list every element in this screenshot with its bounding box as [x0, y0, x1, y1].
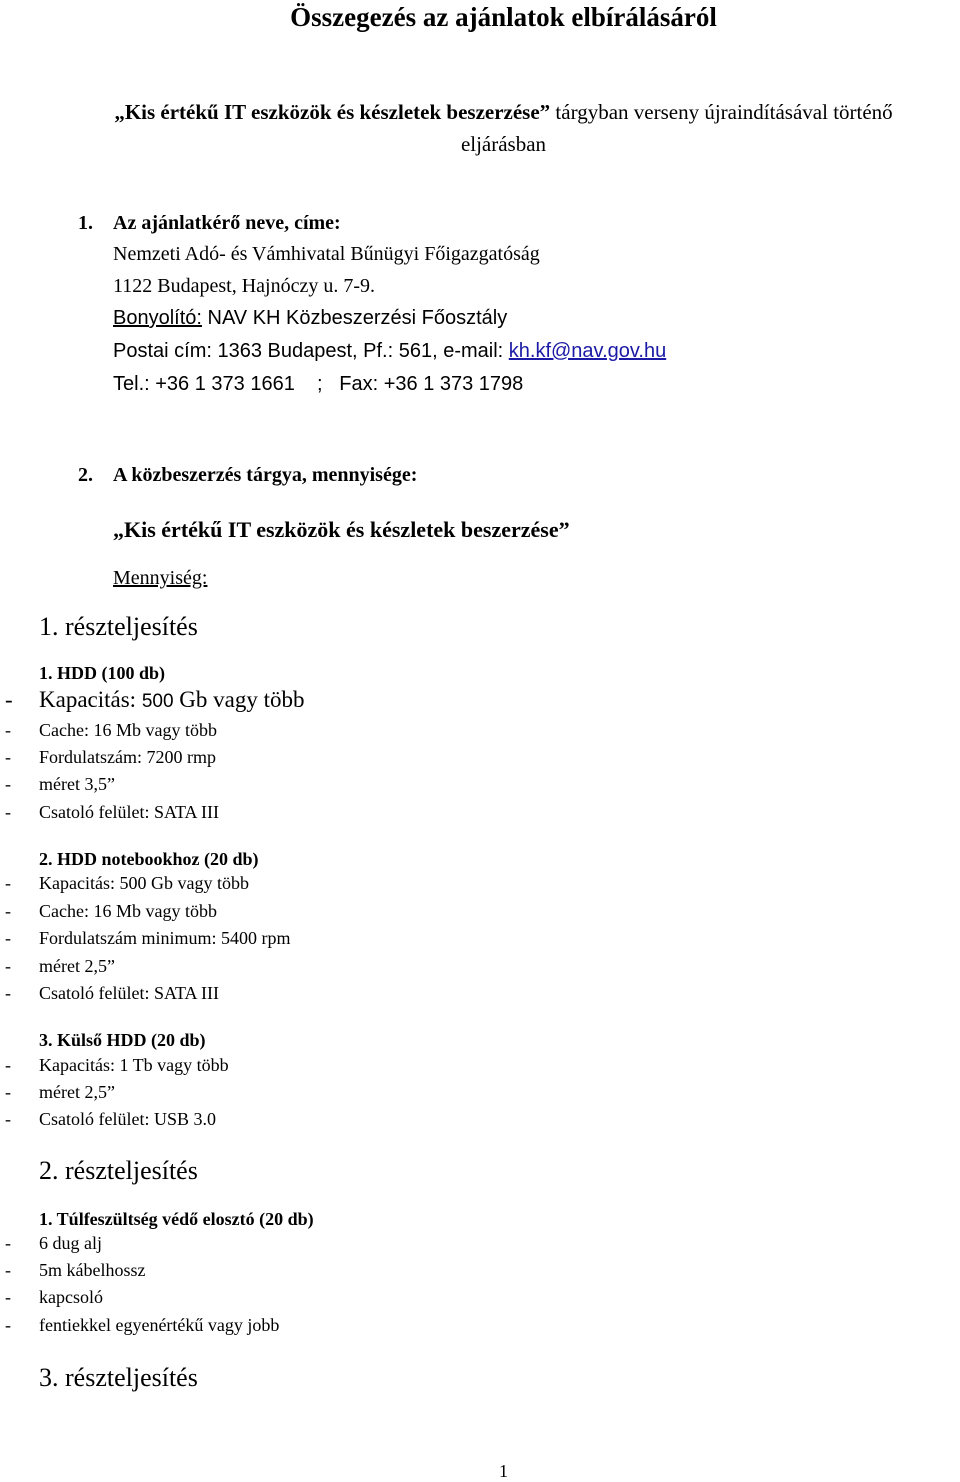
- bullet-dash: -: [5, 956, 11, 976]
- bullet-dash: -: [5, 802, 11, 822]
- bullet-dash: -: [5, 1260, 11, 1280]
- bonyolito-label: Bonyolító:: [113, 307, 202, 329]
- spec-text: Kapacitás: 1 Tb vagy több: [39, 1055, 229, 1075]
- spec-text: kapcsoló: [39, 1287, 103, 1307]
- bullet-dash: -: [5, 774, 11, 794]
- bullet-dash: -: [5, 1233, 11, 1253]
- quote-open: „: [114, 100, 125, 124]
- subject-rest-line-2: eljárásban: [460, 132, 547, 156]
- bullet-dash: -: [5, 720, 11, 740]
- spec-text: Cache: 16 Mb vagy több: [39, 720, 217, 740]
- part-2-item-1-title: 1. Túlfeszültség védő elosztó (20 db): [39, 1209, 314, 1229]
- part-1-item-3-title: 3. Külső HDD (20 db): [39, 1030, 206, 1050]
- spec-text: Csatoló felület: SATA III: [39, 802, 220, 822]
- list-item: [0, 687, 960, 717]
- section-2-heading: A közbeszerzés tárgya, mennyisége:: [113, 464, 418, 486]
- bullet-dash: -: [5, 928, 11, 948]
- part-3-heading: 3. részteljesítés: [39, 1363, 198, 1392]
- part-2-heading: 2. részteljesítés: [39, 1156, 198, 1185]
- capacity-number: 500: [141, 691, 174, 712]
- spec-text: méret 2,5”: [39, 956, 115, 976]
- spec-text: Cache: 16 Mb vagy több: [39, 901, 217, 921]
- bullet-dash: -: [5, 873, 11, 893]
- spec-text: Fordulatszám minimum: 5400 rpm: [39, 928, 291, 948]
- spec-text: méret 2,5”: [39, 1082, 115, 1102]
- section-1-heading: Az ajánlatkérő neve, címe:: [113, 212, 341, 234]
- spec-text: Kapacitás: 500 Gb vagy több: [39, 873, 249, 893]
- bullet-dash: -: [5, 901, 11, 921]
- capacity-rest: Gb vagy több: [173, 687, 305, 712]
- subject-line-1: [114, 100, 892, 124]
- part-1-item-1-title: 1. HDD (100 db): [39, 663, 166, 683]
- bullet-dash: -: [5, 983, 11, 1003]
- bullet-dash: -: [5, 687, 13, 712]
- spec-text: Csatoló felület: SATA III: [39, 983, 220, 1003]
- email-link[interactable]: kh.kf@nav.gov.hu: [508, 340, 667, 362]
- subject-name: Kis értékű IT eszközök és készletek beszerzése: [124, 100, 540, 124]
- spec-text: fentiekkel egyenértékű vagy jobb: [39, 1315, 280, 1335]
- section-2-subject: „Kis értékű IT eszközök és készletek beszerzése”: [113, 517, 570, 542]
- bullet-dash: -: [5, 747, 11, 767]
- document-title: Összegezés az ajánlatok elbírálásáról: [290, 2, 717, 32]
- subject-rest-line-1: tárgyban verseny újraindításával történő: [550, 100, 893, 124]
- bullet-dash: -: [5, 1082, 11, 1102]
- capacity-spec: [39, 687, 305, 713]
- spec-text: méret 3,5”: [39, 774, 115, 794]
- part-1-heading: 1. részteljesítés: [39, 612, 198, 641]
- contracting-authority-address: 1122 Budapest, Hajnóczy u. 7-9.: [113, 275, 375, 297]
- spec-text: Fordulatszám: 7200 rmp: [39, 747, 216, 767]
- bullet-dash: -: [5, 1287, 11, 1307]
- tel-fax-line: Tel.: +36 1 373 1661 ; Fax: +36 1 373 1798: [113, 373, 524, 395]
- procurement-subject: [0, 96, 960, 160]
- capacity-label: Kapacitás:: [39, 687, 142, 712]
- section-1-number: 1.: [78, 212, 93, 234]
- spec-text: 5m kábelhossz: [39, 1260, 146, 1280]
- section-2-number: 2.: [78, 464, 93, 486]
- contracting-authority-name: Nemzeti Adó- és Vámhivatal Bűnügyi Főigazgatóság: [113, 243, 540, 265]
- quote-close: ”: [539, 100, 551, 124]
- bonyolito-line: [113, 307, 507, 330]
- bullet-dash: -: [5, 1315, 11, 1335]
- part-1-item-2-title: 2. HDD notebookhoz (20 db): [39, 849, 259, 869]
- bullet-dash: -: [5, 1109, 11, 1129]
- quantity-label: Mennyiség:: [113, 567, 208, 589]
- bonyolito-value: NAV KH Közbeszerzési Főosztály: [201, 307, 508, 329]
- spec-text: 6 dug alj: [39, 1233, 102, 1253]
- page-number: 1: [499, 1461, 508, 1481]
- postal-address: Postai cím: 1363 Budapest, Pf.: 561, e-mail:: [113, 340, 509, 362]
- postal-address-line: [113, 340, 666, 363]
- bullet-dash: -: [5, 1055, 11, 1075]
- spec-text: Csatoló felület: USB 3.0: [39, 1109, 216, 1129]
